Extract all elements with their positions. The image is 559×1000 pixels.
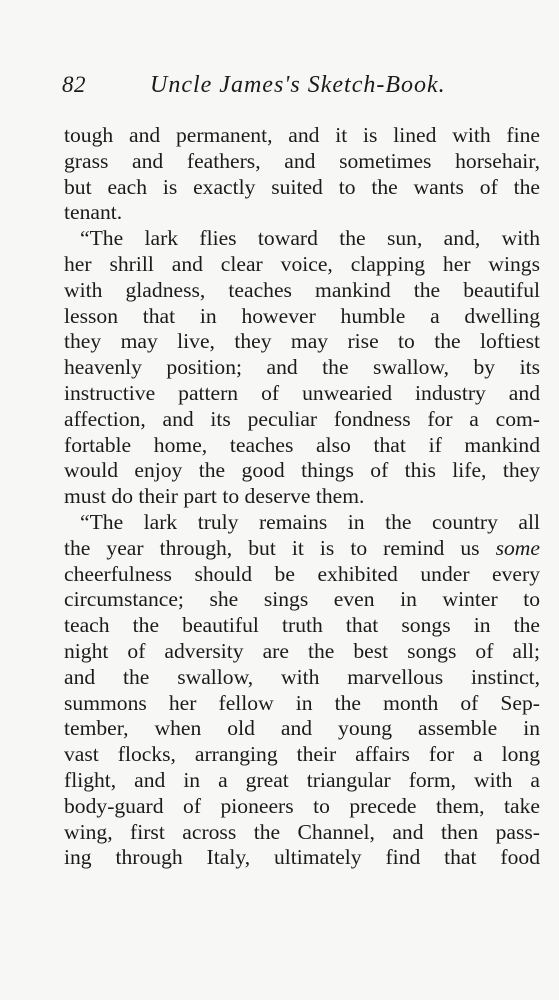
text-line: must do their part to deserve them. (64, 484, 365, 509)
text-line: cheerfulness should be exhibited under every (64, 561, 540, 586)
text-line: grass and feathers, and sometimes horsehair, (64, 148, 540, 173)
text-line: fortable home, teaches also that if mankind (64, 432, 540, 457)
running-title: Uncle James's Sketch-Book. (150, 72, 446, 98)
text-line: tember, when old and young assemble in (64, 716, 540, 741)
page-header (62, 72, 522, 106)
text-line: tenant. (64, 200, 123, 225)
text-line: affection, and its peculiar fondness for a com- (64, 406, 540, 431)
text-line: ing through Italy, ultimately find that food (64, 845, 540, 870)
text-line: flight, and in a great triangular form, with a (64, 767, 540, 792)
text-line: summons her fellow in the month of Sep- (64, 690, 540, 715)
text-line: “The lark flies toward the sun, and, with (80, 226, 540, 251)
text-line: teach the beautiful truth that songs in the (64, 613, 540, 638)
text-line: wing, first across the Channel, and then pass- (64, 819, 540, 844)
text-line: would enjoy the good things of this life, they (64, 458, 540, 483)
text-line: with gladness, teaches mankind the beautiful (64, 277, 540, 302)
text-line: her shrill and clear voice, clapping her wings (64, 251, 540, 276)
text-line: night of adversity are the best songs of all; (64, 638, 540, 663)
text-line: instructive pattern of unwearied industry and (64, 380, 540, 405)
body-text (64, 123, 540, 871)
text-line: they may live, they may rise to the loftiest (64, 329, 540, 354)
text-line: “The lark truly remains in the country all (80, 509, 540, 534)
text-line: the year through, but it is to remind us some (64, 535, 540, 560)
text-line: but each is exactly suited to the wants of the (64, 174, 540, 199)
text-line: lesson that in however humble a dwelling (64, 303, 540, 328)
text-line: tough and permanent, and it is lined with fine (64, 123, 540, 147)
page-number: 82 (62, 72, 86, 97)
text-line: heavenly position; and the swallow, by its (64, 355, 540, 380)
text-line: body-guard of pioneers to precede them, take (64, 793, 540, 818)
text-line: circumstance; she sings even in winter to (64, 587, 540, 612)
text-line: vast flocks, arranging their affairs for a long (64, 742, 540, 767)
text-line: and the swallow, with marvellous instinct, (64, 664, 540, 689)
emphasized-word: some (495, 535, 540, 560)
